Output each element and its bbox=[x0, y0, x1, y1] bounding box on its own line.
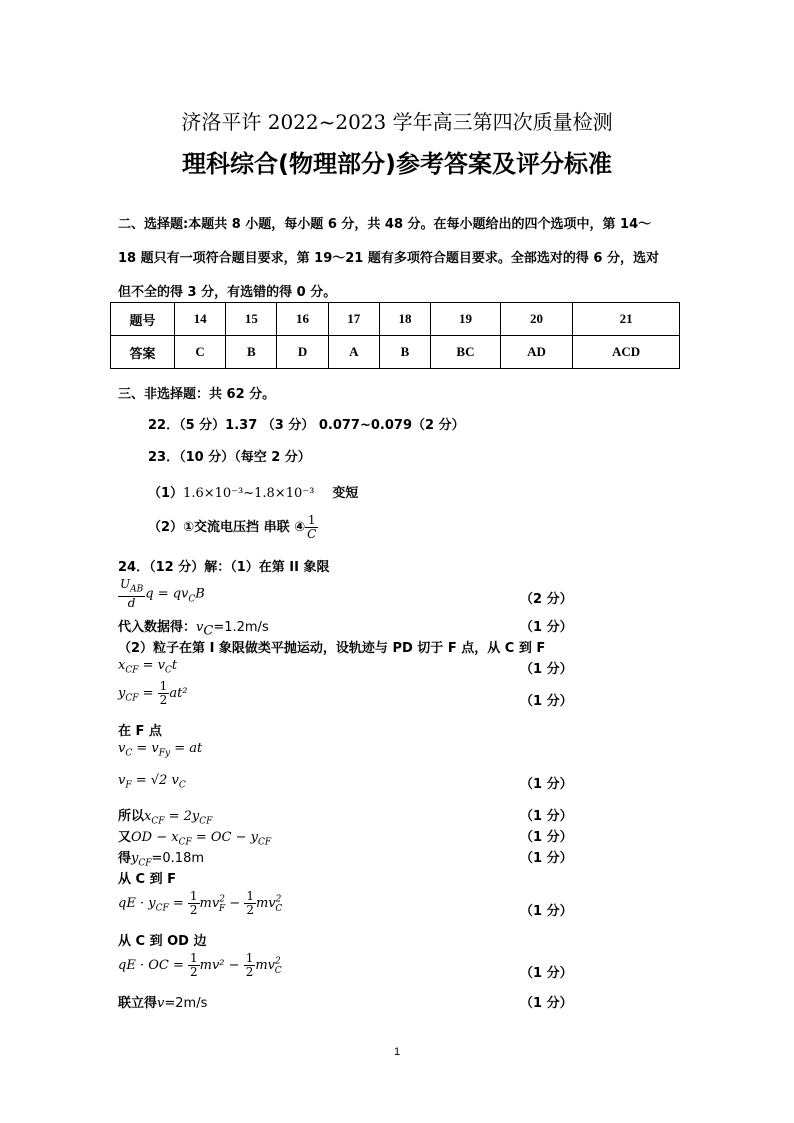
section2-line1: 二、选择题:本题共 8 小题，每小题 6 分，共 48 分。在每小题给出的四个选项中，第 14～ bbox=[118, 217, 652, 232]
table-cell: 20 bbox=[500, 303, 572, 336]
equation-xcf: $x_{CF} = v_Ct$ bbox=[118, 658, 178, 676]
answer-table bbox=[110, 302, 680, 369]
title-line-1: 济洛平许 2022~2023 学年高三第四次质量检测 bbox=[181, 110, 613, 134]
at-point-f: 在 F 点 bbox=[118, 724, 162, 739]
table-cell: B bbox=[379, 336, 430, 369]
table-cell: C bbox=[175, 336, 226, 369]
line-so: 所以$x_{CF} = 2y_{CF}$ bbox=[118, 809, 213, 827]
score-vf: （1 分） bbox=[520, 777, 573, 792]
table-row-answers bbox=[111, 336, 680, 369]
table-cell: 19 bbox=[431, 303, 501, 336]
table-row-numbers bbox=[111, 303, 680, 336]
fraction-one-over-c: $\frac{1}{C}$ bbox=[307, 513, 317, 541]
section3-heading: 三、非选择题：共 62 分。 bbox=[118, 387, 276, 402]
equation-ycf: $y_{CF}$ = $\frac{1}{2}$ at² bbox=[118, 679, 188, 707]
q22-answer: 22．（5 分）1.37 （3 分） 0.077~0.079（2 分） bbox=[148, 418, 465, 433]
table-cell: 17 bbox=[328, 303, 379, 336]
score-work-cf: （1 分） bbox=[520, 904, 573, 919]
fraction-uab-over-d: $\frac{U_{AB}}{d}$ bbox=[120, 577, 144, 611]
q23-part1-value: 1.6×10⁻³~1.8×10⁻³ bbox=[183, 486, 315, 501]
table-cell: 15 bbox=[226, 303, 277, 336]
title-line-2: 理科综合(物理部分)参考答案及评分标准 bbox=[182, 150, 612, 178]
score-so: （1 分） bbox=[520, 809, 573, 824]
score-work-cod: （1 分） bbox=[520, 966, 573, 981]
q23-part1-tail: 变短 bbox=[332, 486, 359, 501]
table-cell: 18 bbox=[379, 303, 430, 336]
table-cell: 14 bbox=[175, 303, 226, 336]
table-cell: BC bbox=[431, 336, 501, 369]
equation-vc: $v_C = v_{Fy}$ = at bbox=[118, 741, 203, 759]
from-c-to-od: 从 C 到 OD 边 bbox=[118, 934, 207, 949]
score-vc: （1 分） bbox=[520, 620, 573, 635]
equation-work-cf: qE · $y_{CF}$ = $\frac{1}{2}$ $mv^2_F$ − $\frac{1}{2}$ $mv^2_C$ bbox=[118, 889, 283, 917]
equation-vf: $v_F = √2$ $v_C$ bbox=[118, 773, 186, 791]
score-xcf: （1 分） bbox=[520, 662, 573, 677]
score-ycf: （1 分） bbox=[520, 694, 573, 709]
page-number: 1 bbox=[393, 1046, 401, 1058]
q23-part1 bbox=[148, 482, 358, 501]
section2-line3: 但不全的得 3 分，有选错的得 0 分。 bbox=[118, 285, 337, 300]
table-label-answer: 答案 bbox=[111, 336, 175, 369]
part2-description: （2）粒子在第 I 象限做类平抛运动，设轨迹与 PD 切于 F 点，从 C 到 F bbox=[118, 641, 546, 656]
score-final: （1 分） bbox=[520, 996, 573, 1011]
score-again: （1 分） bbox=[520, 830, 573, 845]
equation-force-balance: $\frac{U_{AB}}{d}$ $q = qv_CB$ bbox=[120, 577, 205, 611]
section2-line2: 18 题只有一项符合题目要求，第 19～21 题有多项符合题目要求。全部选对的得 6 分，选对 bbox=[118, 251, 659, 266]
table-cell: D bbox=[277, 336, 328, 369]
score-eq1: （2 分） bbox=[520, 592, 573, 607]
equation-work-cod: qE · OC = $\frac{1}{2}$ mv² − $\frac{1}{2}$ $mv^2_C$ bbox=[118, 951, 282, 979]
table-cell: AD bbox=[500, 336, 572, 369]
line-get: 得$y_{CF}=0.18m$ bbox=[118, 851, 205, 869]
q23-heading: 23．（10 分）（每空 2 分） bbox=[148, 450, 311, 465]
from-c-to-f: 从 C 到 F bbox=[118, 872, 176, 887]
line-again: 又OD − $x_{CF}$ = OC − $y_{CF}$ bbox=[118, 830, 272, 848]
table-cell: A bbox=[328, 336, 379, 369]
table-cell: 16 bbox=[277, 303, 328, 336]
q23-part1-label: （1） bbox=[148, 486, 184, 501]
score-get: （1 分） bbox=[520, 851, 573, 866]
table-cell: 21 bbox=[573, 303, 680, 336]
final-result: 联立得v=2m/s bbox=[118, 996, 208, 1011]
q24-heading: 24．（12 分）解：（1）在第 II 象限 bbox=[118, 560, 330, 575]
table-cell: B bbox=[226, 336, 277, 369]
line-vc: 代入数据得：$v_C=1.2m/s$ bbox=[118, 620, 269, 639]
q23-part2-text: （2）①交流电压挡 串联 ④ bbox=[148, 520, 306, 535]
table-cell: ACD bbox=[573, 336, 680, 369]
q23-part2 bbox=[148, 514, 318, 541]
table-label-number: 题号 bbox=[111, 303, 175, 336]
